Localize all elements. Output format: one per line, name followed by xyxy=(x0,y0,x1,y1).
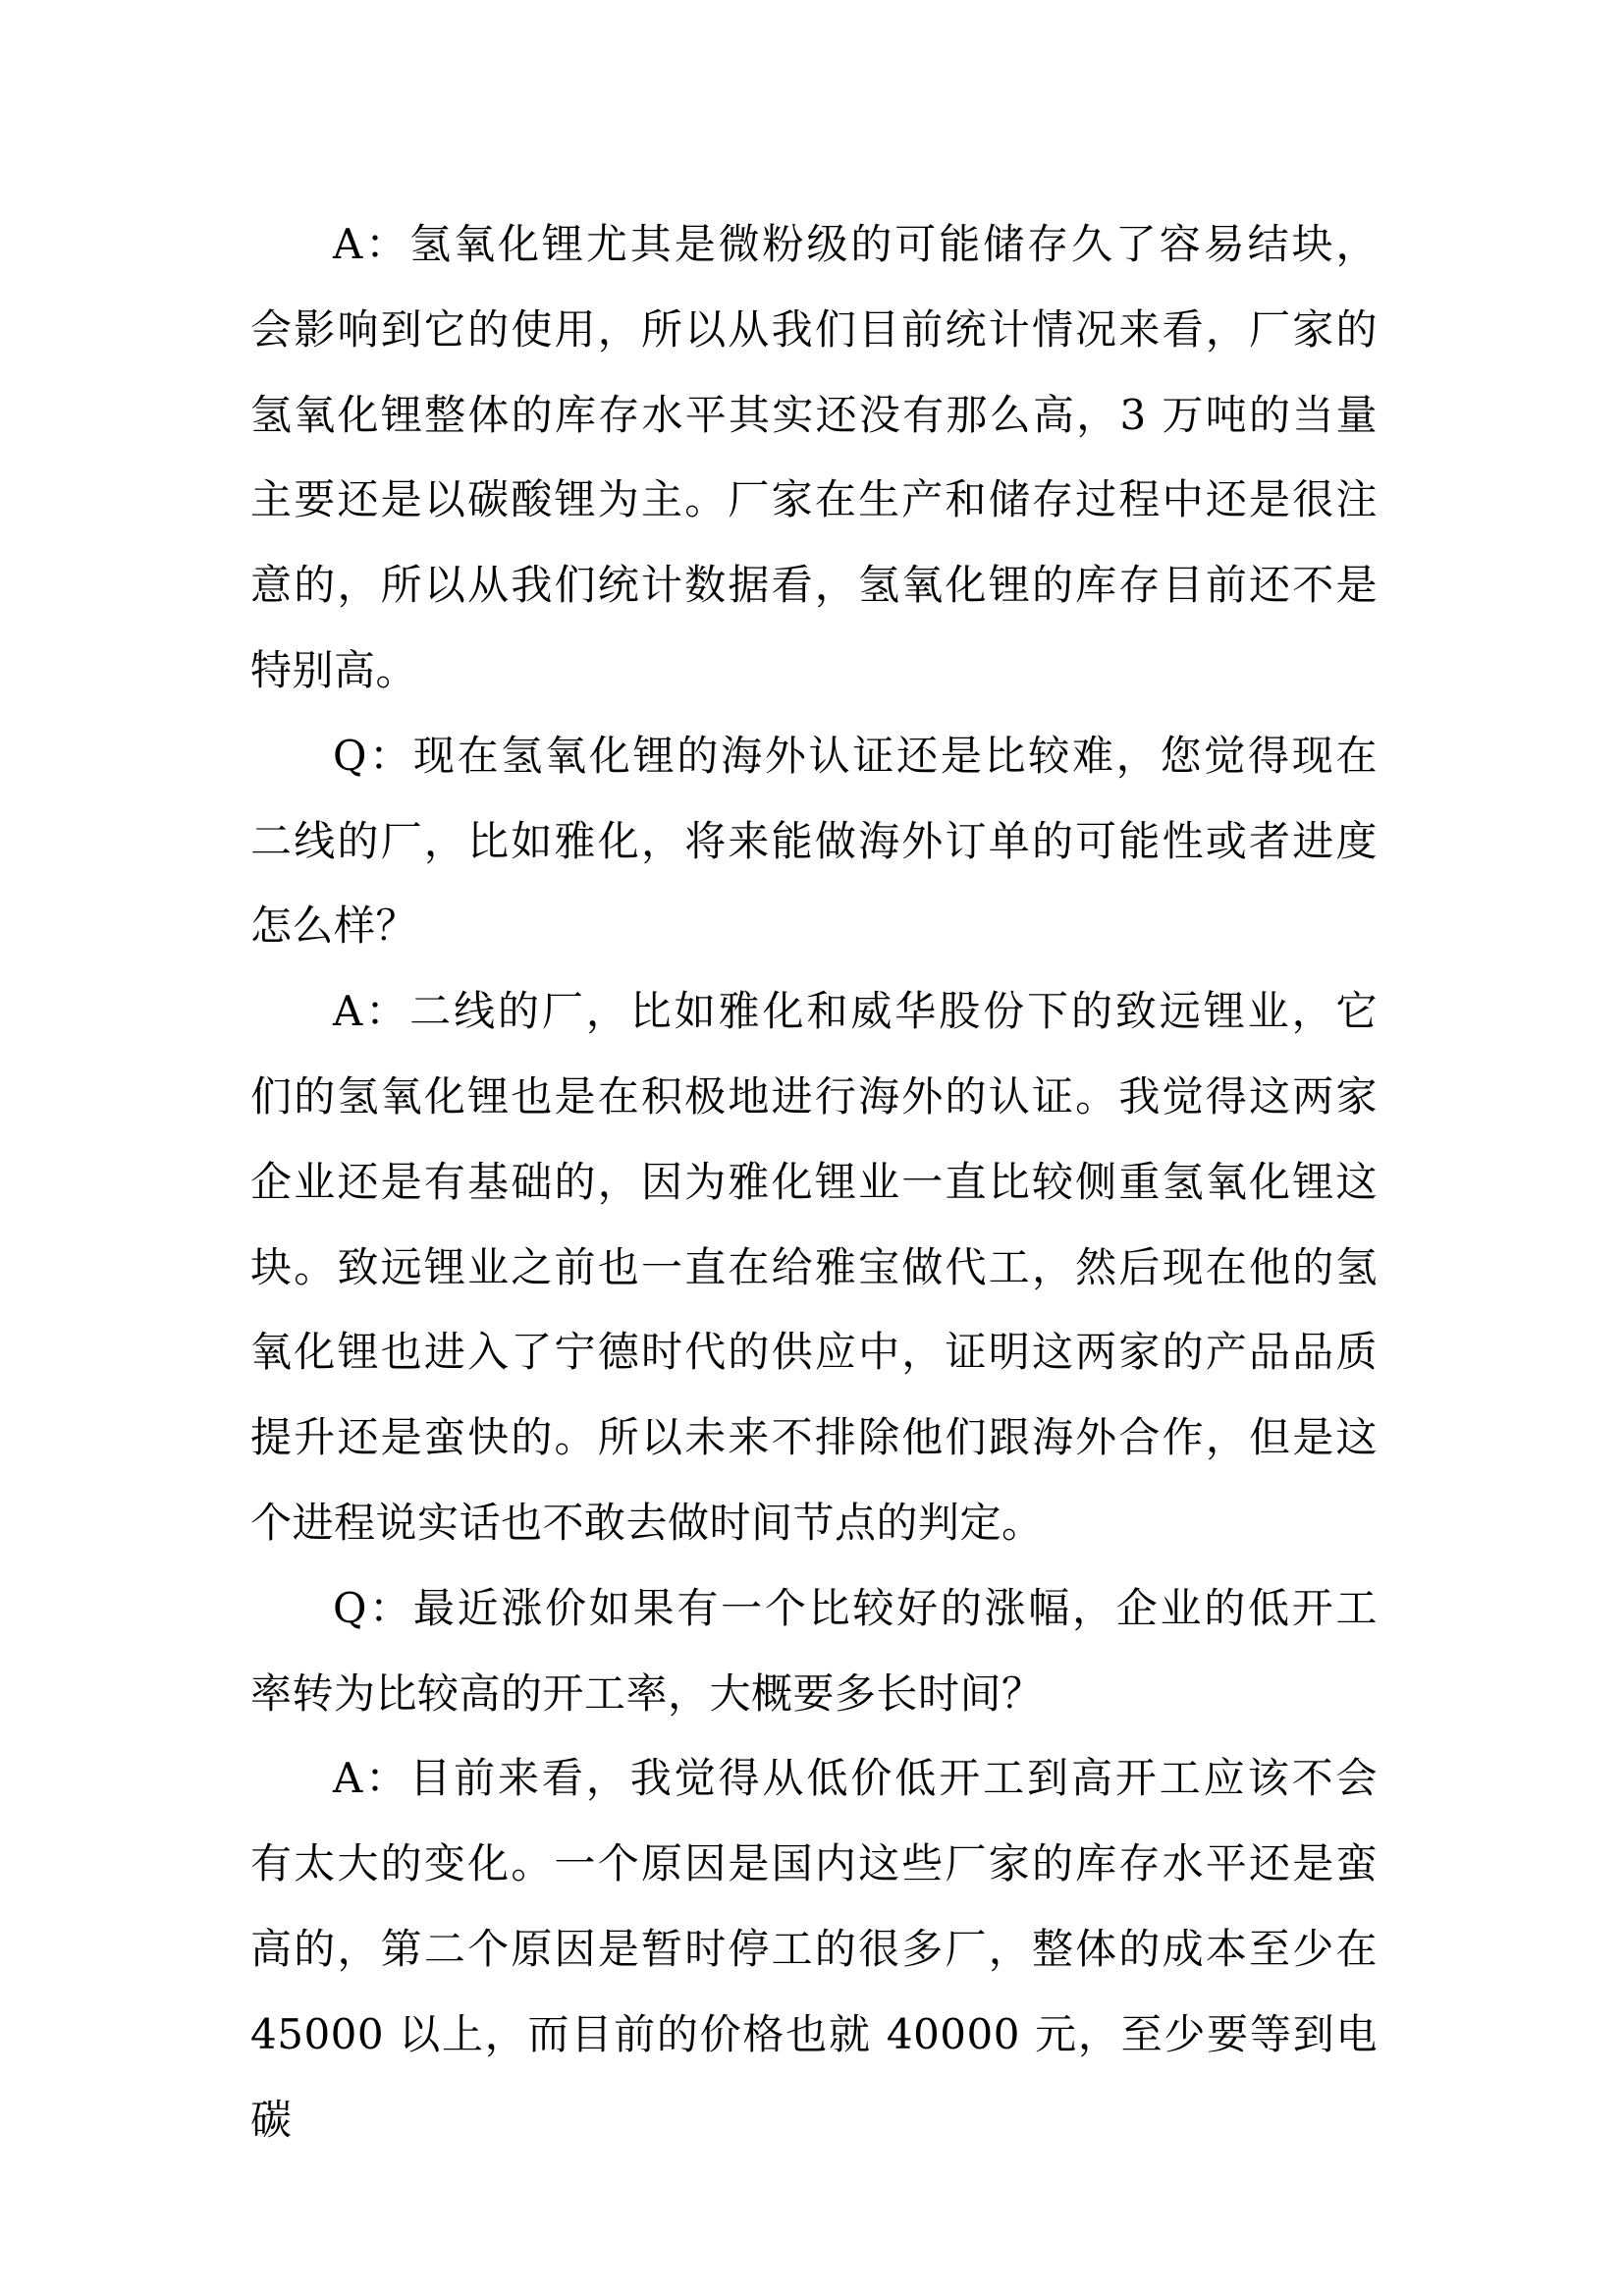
text-line: 块。致远锂业之前也一直在给雅宝做代工，然后现在他的氢 xyxy=(250,1242,1378,1291)
paragraph-answer xyxy=(250,1736,1378,2144)
text-line: 率转为比较高的开工率，大概要多长时间？ xyxy=(250,1668,1044,1718)
text-line: 特别高。 xyxy=(250,645,418,694)
text-line: A：氢氧化锂尤其是微粉级的可能储存久了容易结块， xyxy=(333,220,1378,268)
text-line: 氧化锂也进入了宁德时代的供应中，证明这两家的产品品质 xyxy=(250,1328,1378,1377)
text-line: 们的氢氧化锂也是在积极地进行海外的认证。我觉得这两家 xyxy=(250,1071,1378,1121)
text-line: 二线的厂，比如雅化，将来能做海外订单的可能性或者进度 xyxy=(250,816,1378,865)
text-line: 45000 以上，而目前的价格也就 40000 元，至少要等到电碳 xyxy=(250,2009,1378,2144)
text-line: A：二线的厂，比如雅化和威华股份下的致远锂业，它 xyxy=(333,987,1378,1036)
text-line: 有太大的变化。一个原因是国内这些厂家的库存水平还是蛮 xyxy=(250,1839,1378,1888)
text-line: 意的，所以从我们统计数据看，氢氧化锂的库存目前还不是 xyxy=(250,561,1378,610)
paragraph-question xyxy=(250,714,1378,969)
text-line: A：目前来看，我觉得从低价低开工到高开工应该不会 xyxy=(333,1754,1378,1803)
text-line: 主要还是以碳酸锂为主。厂家在生产和储存过程中还是很注 xyxy=(250,475,1378,524)
text-line: Q：最近涨价如果有一个比较好的涨幅，企业的低开工 xyxy=(333,1583,1378,1632)
text-line: Q：现在氢氧化锂的海外认证还是比较难，您觉得现在 xyxy=(333,731,1378,780)
paragraph-question xyxy=(250,1566,1378,1737)
text-line: 高的，第二个原因是暂时停工的很多厂，整体的成本至少在 xyxy=(250,1924,1378,1973)
text-line: 提升还是蛮快的。所以未来不排除他们跟海外合作，但是这 xyxy=(250,1413,1378,1462)
text-line: 怎么样？ xyxy=(250,902,418,951)
text-line: 氢氧化锂整体的库存水平其实还没有那么高，3 万吨的当量 xyxy=(250,390,1378,439)
paragraph-answer xyxy=(250,969,1378,1566)
text-line: 个进程说实话也不敢去做时间节点的判定。 xyxy=(250,1498,1044,1547)
paragraph-answer xyxy=(250,202,1378,714)
text-block xyxy=(250,202,1378,2144)
text-line: 企业还是有基础的，因为雅化锂业一直比较侧重氢氧化锂这 xyxy=(250,1157,1378,1206)
text-line: 会影响到它的使用，所以从我们目前统计情况来看，厂家的 xyxy=(250,304,1378,354)
